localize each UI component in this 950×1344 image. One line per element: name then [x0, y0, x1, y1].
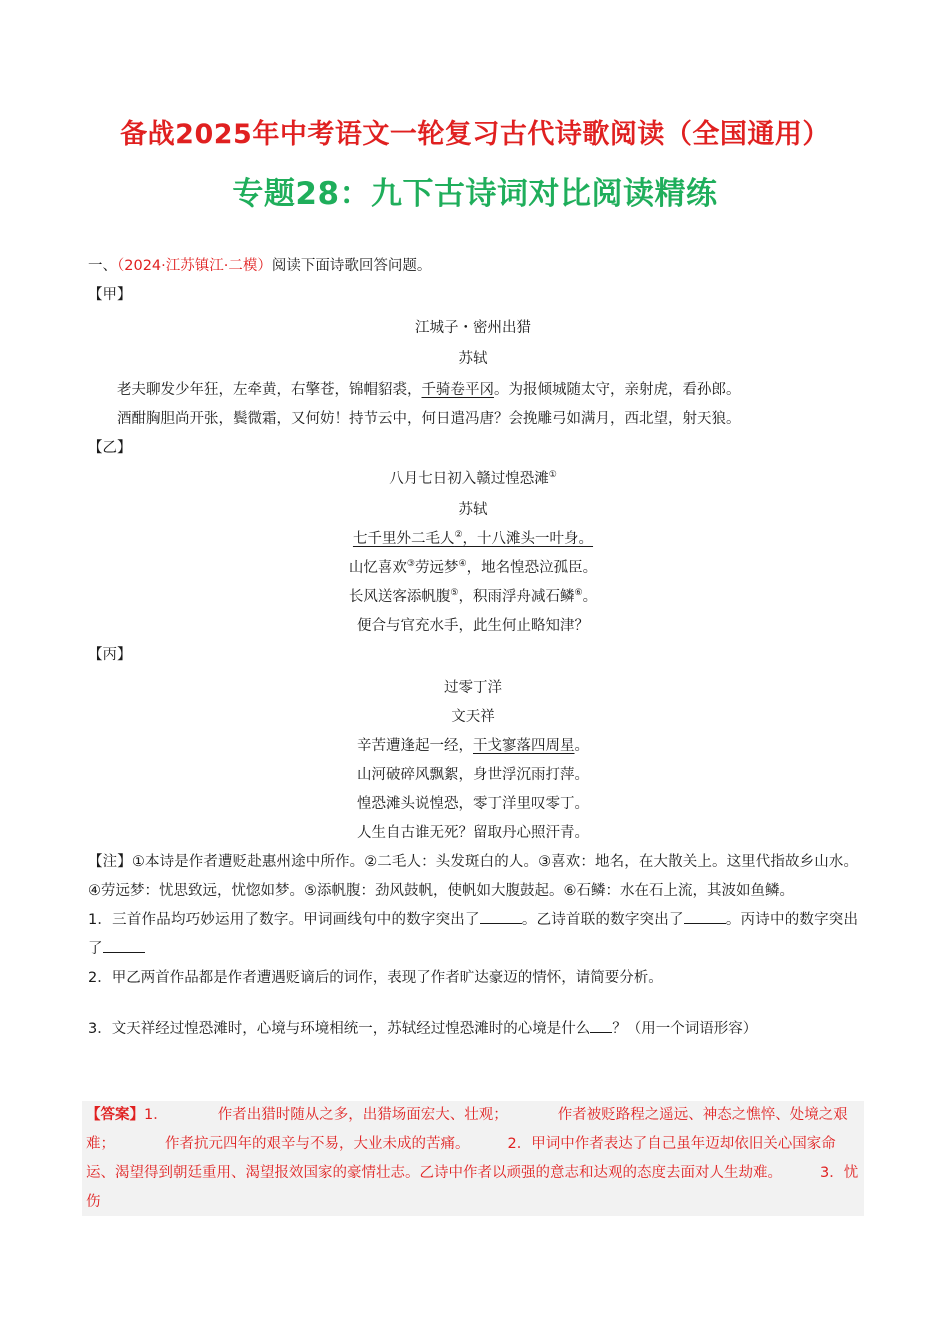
poem-b-line-4: 便合与官充水手，此生何止略知津？ [357, 618, 589, 634]
answer-2: 2．甲词中作者表达了自己虽年迈却依旧关心国家命运、渴望得到朝廷重用、渴望报效国家的豪情壮志。乙诗中作者以顽强的意志和达观的态度去面对人生劫难。 [86, 1136, 836, 1181]
poem-b-label: 【乙】 [88, 440, 132, 456]
question-body [88, 252, 858, 1044]
poem-b-line-2c: ，地名惶恐泣孤臣。 [466, 560, 598, 576]
poem-b-line-3b: ，积雨浮舟减石鳞 [458, 589, 575, 605]
poem-a-label: 【甲】 [88, 287, 132, 303]
poem-b-line-3 [88, 583, 858, 612]
poem-b-line-2b: 劳远梦 [415, 560, 459, 576]
footnote-mark: ② [454, 530, 463, 541]
poem-b-author: 苏轼 [458, 502, 488, 518]
poem-b-title-text: 八月七日初入赣过惶恐滩 [389, 471, 549, 487]
footnote-mark: ① [548, 470, 557, 481]
poem-a-title: 江城子・密州出猎 [415, 320, 531, 336]
poem-a-line-1-post: 。为报倾城随太守，亲射虎，看孙郎。 [494, 382, 741, 398]
document-subtitle: 专题28：九下古诗词对比阅读精练 [232, 176, 718, 212]
question-2: 2．甲乙两首作品都是作者遭遇贬谪后的词作，表现了作者旷达豪迈的情怀，请简要分析。 [88, 970, 663, 986]
poem-b-underlined-line [353, 531, 593, 547]
poem-b-line-3c: 。 [582, 589, 598, 605]
question-1-part-c: 。丙诗中的数字突出了 [88, 912, 859, 957]
poem-c-title: 过零丁洋 [444, 680, 502, 696]
poem-b-line-3a: 长风送客添帆腹 [348, 589, 451, 605]
footnote-mark: ⑥ [574, 588, 583, 599]
poem-a-underlined-phrase: 千骑卷平冈 [421, 382, 494, 398]
question-3-part-a: 3．文天祥经过惶恐滩时，心境与环境相统一，苏轼经过惶恐滩时的心境是什么 [88, 1021, 591, 1037]
footnote-mark: ⑤ [450, 588, 459, 599]
answer-1-number: 1． [144, 1107, 168, 1123]
poem-c-line-1a: 辛苦遭逢起一经， [357, 738, 473, 754]
poem-c-line-4: 人生自古谁无死？留取丹心照汗青。 [357, 825, 589, 841]
answer-label: 【答案】 [86, 1107, 144, 1123]
poem-c-line-2: 山河破碎风飘絮，身世浮沉雨打萍。 [357, 767, 589, 783]
question-3-part-b: ？（用一个词语形容） [612, 1021, 758, 1037]
poem-a-line-2: 酒酣胸胆尚开张，鬓微霜，又何妨！持节云中，何日遣冯唐？会挽雕弓如满月，西北望，射天狼。 [117, 411, 741, 427]
question-number: 一、 [88, 258, 117, 274]
question-3 [88, 1015, 858, 1044]
question-source: （2024·江苏镇江·二模） [117, 258, 272, 274]
question-header [88, 252, 858, 281]
question-1 [88, 906, 858, 964]
poem-c-line-1 [88, 732, 858, 761]
answer-1-part-3: 作者抗元四年的艰辛与不易，大业未成的苦痛。 [165, 1136, 470, 1152]
footnote-mark: ③ [406, 559, 415, 570]
answer-box [82, 1101, 864, 1216]
answer-1-part-2: 作者被贬路程之遥远、神态之憔悴、处境之艰难； [86, 1107, 848, 1152]
poem-b-line-1a: 七千里外二毛人 [352, 531, 455, 547]
poem-b-line-2 [88, 554, 858, 583]
poem-c-author: 文天祥 [451, 709, 495, 725]
poem-b-title [88, 465, 858, 494]
answer-1-part-1: 作者出猎时随从之多，出猎场面宏大、壮观； [217, 1107, 508, 1123]
document-title: 备战2025年中考语文一轮复习古代诗歌阅读（全国通用） [120, 119, 830, 150]
footnote-mark: ④ [458, 559, 467, 570]
annotation-notes: 【注】①本诗是作者遭贬赴惠州途中所作。②二毛人：头发斑白的人。③喜欢：地名，在大散关上。这里代指故乡山水。④劳远梦：忧思致远，忧惚如梦。⑤添帆腹：劲风鼓帆，使帆如大腹鼓起。⑥石鳞：水在石上流，其波如鱼鳞。 [88, 854, 858, 899]
poem-c-line-3: 惶恐滩头说惶恐，零丁洋里叹零丁。 [357, 796, 589, 812]
poem-c-underlined-phrase: 干戈寥落四周星 [473, 738, 575, 754]
poem-a-line-1-pre: 老夫聊发少年狂，左牵黄，右擎苍，锦帽貂裘， [117, 382, 422, 398]
answer-3: 3．忧伤 [86, 1165, 859, 1210]
poem-c-line-1b: 。 [574, 738, 589, 754]
poem-b-line-1b: ，十八滩头一叶身。 [462, 531, 594, 547]
poem-b-line-1 [88, 525, 858, 554]
answer-blank[interactable] [103, 937, 145, 953]
question-instruction: 阅读下面诗歌回答问题。 [271, 258, 432, 274]
question-1-part-a: 1．三首作品均巧妙运用了数字。甲词画线句中的数字突出了 [88, 912, 480, 928]
answer-blank[interactable] [684, 908, 726, 924]
poem-b-line-2a: 山忆喜欢 [348, 560, 407, 576]
answer-blank[interactable] [590, 1017, 612, 1033]
answer-blank[interactable] [480, 908, 522, 924]
poem-a-author: 苏轼 [458, 351, 488, 367]
poem-a-line-1 [88, 376, 858, 405]
poem-c-label: 【丙】 [88, 647, 132, 663]
question-1-part-b: 。乙诗首联的数字突出了 [521, 912, 684, 928]
